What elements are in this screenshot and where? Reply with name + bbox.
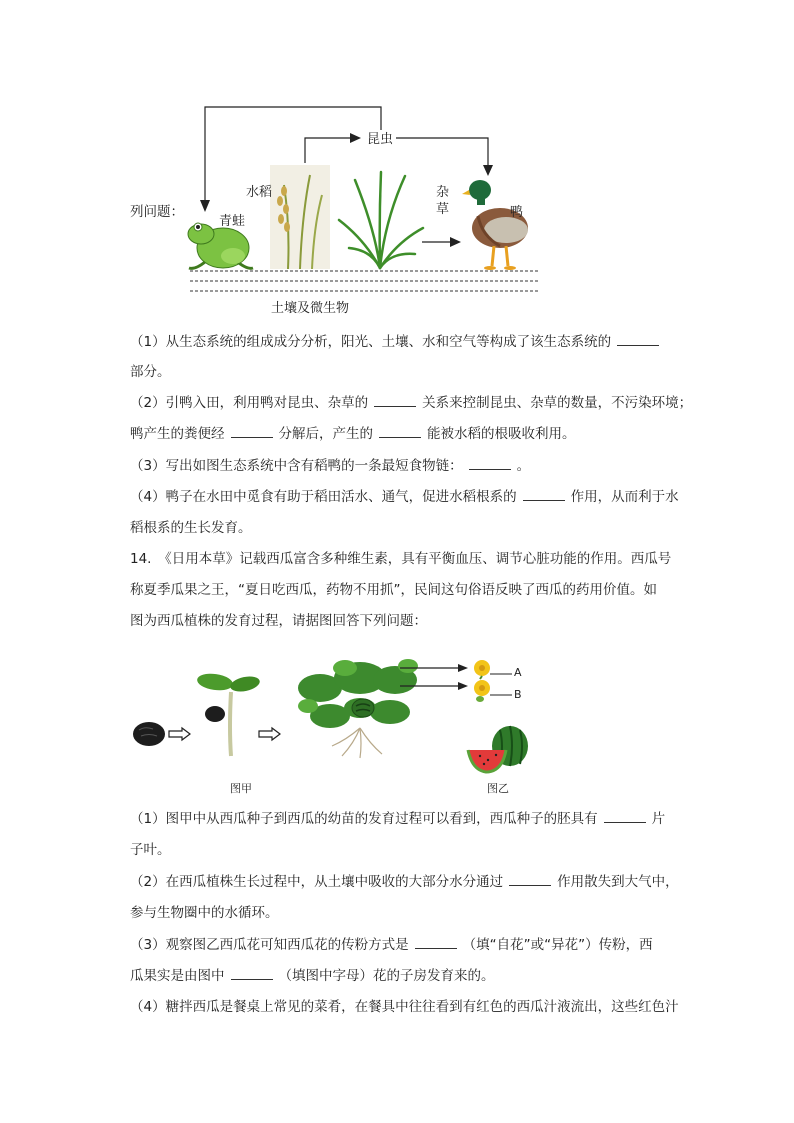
answer-blank[interactable] bbox=[509, 873, 551, 886]
arrow-icon bbox=[258, 727, 282, 741]
seed-icon bbox=[131, 720, 167, 748]
q13-item-1-cont: 部分。 bbox=[130, 364, 171, 380]
soil-label: 土壤及微生物 bbox=[271, 301, 350, 316]
flower-pointer-arrows bbox=[400, 660, 480, 700]
duck-icon bbox=[462, 176, 532, 272]
q14-intro-line-1: 14. 《日用本草》记载西瓜富含多种维生素，具有平衡血压、调节心脏功能的作用。西瓜号 bbox=[130, 551, 672, 567]
flower-a-label: A bbox=[514, 666, 522, 679]
q14-p3-text-b: （填“自花”或“异花”）传粉，西 bbox=[462, 937, 653, 953]
answer-blank[interactable] bbox=[604, 810, 646, 823]
q13-p2-text-c: 鸭产生的粪便经 bbox=[130, 426, 225, 442]
q14-item-1-cont: 子叶。 bbox=[130, 842, 171, 858]
seedling-icon bbox=[195, 668, 261, 758]
q13-p1-text: （1）从生态系统的组成成分分析，阳光、土壤、水和空气等构成了该生态系统的 bbox=[130, 334, 612, 350]
q13-p4-text: （4）鸭子在水田中觅食有助于稻田活水、通气，促进水稻根系的 bbox=[130, 489, 517, 505]
q14-item-3 bbox=[130, 935, 653, 955]
q13-p2-text: （2）引鸭入田，利用鸭对昆虫、杂草的 bbox=[130, 395, 369, 411]
q13-item-4 bbox=[130, 487, 679, 507]
q14-p1-text-b: 片 bbox=[651, 811, 666, 827]
q13-p3-text-b: 。 bbox=[516, 458, 531, 474]
answer-blank[interactable] bbox=[374, 394, 416, 407]
q13-item-2 bbox=[130, 393, 692, 413]
q14-p3-text-d: （填图中字母）花的子房发育来的。 bbox=[278, 968, 495, 984]
answer-blank[interactable] bbox=[379, 425, 421, 438]
rice-label: 水稻 bbox=[246, 185, 273, 200]
q13-p2-text-d: 分解后，产生的 bbox=[278, 426, 373, 442]
q14-item-4: （4）糖拌西瓜是餐桌上常见的菜肴，在餐具中往往看到有红色的西瓜汁液流出，这些红色汁 bbox=[130, 999, 679, 1015]
answer-blank[interactable] bbox=[523, 488, 565, 501]
q13-item-1 bbox=[130, 332, 665, 352]
figure-yi-caption: 图乙 bbox=[487, 782, 509, 795]
q14-p3-text: （3）观察图乙西瓜花可知西瓜花的传粉方式是 bbox=[130, 937, 409, 953]
q13-item-3 bbox=[130, 456, 530, 476]
answer-blank[interactable] bbox=[231, 425, 273, 438]
q13-item-4-cont: 稻根系的生长发育。 bbox=[130, 520, 252, 536]
q14-p1-text: （1）图甲中从西瓜种子到西瓜的幼苗的发育过程可以看到，西瓜种子的胚具有 bbox=[130, 811, 598, 827]
weed-label: 杂草 bbox=[436, 185, 450, 217]
insect-label: 昆虫 bbox=[367, 132, 394, 147]
arrow-icon bbox=[168, 727, 192, 741]
q14-item-3-cont bbox=[130, 966, 495, 986]
rice-icon bbox=[270, 165, 330, 269]
watermelon-fruit-icon bbox=[466, 724, 530, 774]
figure-intro-text: 列问题： bbox=[130, 204, 184, 220]
q14-item-1 bbox=[130, 809, 665, 829]
answer-blank[interactable] bbox=[231, 967, 273, 980]
q14-p2-text-b: 作用散失到大气中， bbox=[557, 874, 679, 890]
q14-item-2 bbox=[130, 872, 679, 892]
answer-blank[interactable] bbox=[617, 333, 659, 346]
q14-p2-text: （2）在西瓜植株生长过程中，从土壤中吸收的大部分水分通过 bbox=[130, 874, 504, 890]
q14-intro-line-3: 图为西瓜植株的发育过程，请据图回答下列问题： bbox=[130, 613, 427, 629]
q13-p4-text-b: 作用，从而利于水 bbox=[570, 489, 679, 505]
food-web-arrows bbox=[0, 0, 794, 330]
flower-b-label: B bbox=[514, 688, 522, 701]
q14-p3-text-c: 瓜果实是由图中 bbox=[130, 968, 225, 984]
figure-jia-caption: 图甲 bbox=[230, 782, 252, 795]
q13-p2-text-b: 关系来控制昆虫、杂草的数量，不污染环境； bbox=[422, 395, 693, 411]
q13-p2-text-e: 能被水稻的根吸收利用。 bbox=[427, 426, 576, 442]
answer-blank[interactable] bbox=[415, 936, 457, 949]
q14-intro-line-2: 称夏季瓜果之王，“夏日吃西瓜，药物不用抓”，民间这句俗语反映了西瓜的药用价值。如 bbox=[130, 582, 657, 598]
weed-icon bbox=[335, 170, 425, 270]
q14-item-2-cont: 参与生物圈中的水循环。 bbox=[130, 905, 279, 921]
duck-label: 鸭 bbox=[510, 205, 524, 220]
frog-label: 青蛙 bbox=[219, 214, 246, 229]
q13-item-2-cont bbox=[130, 424, 576, 444]
answer-blank[interactable] bbox=[469, 457, 511, 470]
q13-p3-text: （3）写出如图生态系统中含有稻鸭的一条最短食物链： bbox=[130, 458, 463, 474]
